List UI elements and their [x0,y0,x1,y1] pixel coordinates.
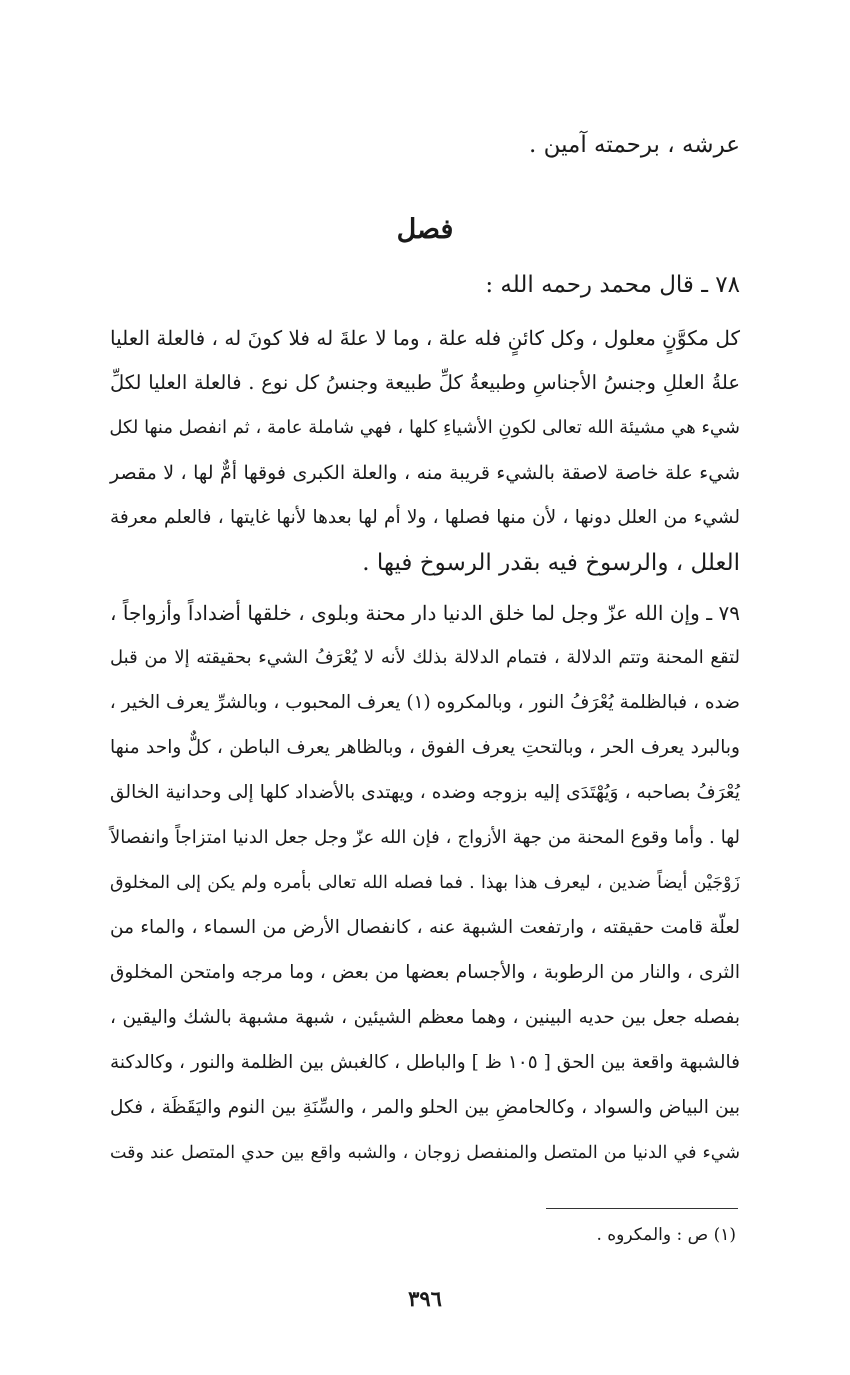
paragraph-79-line: يُعْرَفُ بصاحبه ، وَيُهْتَدَى إليه بزوجه وضده ، ويهتدى بالأضداد كلها إلى وحدانية الخالق [110,782,740,803]
paragraph-79-line: لها . وأما وقوع المحنة من جهة الأزواج ، فإن الله عزّ وجل جعل الدنيا امتزاجاً وانفصالاً [110,827,740,848]
paragraph-78-line: علةُ العللِ وجنسُ الأجناسِ وطبيعةُ كلِّ طبيعة وجنسُ كل نوع . فالعلة العليا لكلِّ [110,371,740,394]
paragraph-78-line: كل مكوَّنٍ معلول ، وكل كائنٍ فله علة ، وما لا علةَ له فلا كونَ له ، فالعلة العليا [110,326,740,350]
paragraph-79-line: ضده ، فبالظلمة يُعْرَفُ النور ، وبالمكروه (١) يعرف المحبوب ، وبالشرِّ يعرف الخير ، [109,692,740,713]
paragraph-78-line: شيء هي مشيئة الله تعالى لكونِ الأشياءِ كلها ، فهي شاملة عامة ، ثم انفصل منها لكل [109,417,740,438]
continuation-line: عرشه ، برحمته آمين . [528,132,740,158]
page-number: ٣٩٦ [408,1286,442,1311]
paragraph-78-intro: ٧٨ ـ قال محمد رحمه الله : [485,272,740,298]
paragraph-79-line: لعلّة قامت حقيقته ، وارتفعت الشبهة عنه ، كانفصال الأرض من السماء ، والماء من [110,917,740,938]
footnote-separator [546,1208,738,1209]
section-heading: فصل [396,214,454,245]
paragraph-78-line: شيء علة خاصة لاصقة بالشيء قريبة منه ، والعلة الكبرى فوقها أمٌّ لها ، لا مقصر [110,462,740,484]
footnote: (١) ص : والمكروه . [596,1225,736,1245]
paragraph-79-line: فالشبهة واقعة بين الحق [ ١٠٥ ظ ] والباطل ، كالغبش بين الظلمة والنور ، وكالدكنة [110,1052,740,1073]
paragraph-78-line: لشيء من العلل دونها ، لأن منها فصلها ، ولا أم لها بعدها لأنها غايتها ، فالعلم معرفة [110,507,740,528]
paragraph-79-line: شيء في الدنيا من المتصل والمنفصل زوجان ، والشبه واقع بين حدي المتصل عند وقت [110,1143,740,1163]
paragraph-79-line: بفصله جعل بين حديه البينين ، وهما معظم الشيئين ، شبهة مشبهة بالشك واليقين ، [110,1007,740,1028]
paragraph-79-line: زَوْجَيْن أيضاً ضدين ، ليعرف هذا بهذا . فما فصله الله تعالى بأمره ولم يكن إلى المخلوق [110,873,740,893]
paragraph-79-line: ٧٩ ـ وإن الله عزّ وجل لما خلق الدنيا دار محنة وبلوى ، خلقها أضداداً وأزواجاً ، [110,601,740,625]
paragraph-79-line: لتقع المحنة وتتم الدلالة ، فتمام الدلالة بذلك لأنه لا يُعْرَفُ الشيء بحقيقته إلا من قبل [110,647,740,668]
paragraph-79-line: وبالبرد يعرف الحر ، وبالتحتِ يعرف الفوق ، وبالظاهر يعرف الباطن ، كلٌّ واحد منها [110,737,740,758]
paragraph-78-line: العلل ، والرسوخ فيه بقدر الرسوخ فيها . [362,550,740,576]
paragraph-79-line: الثرى ، والنار من الرطوبة ، والأجسام بعضها من بعض ، وما مرجه وامتحن المخلوق [110,962,740,983]
paragraph-79-line: بين البياض والسواد ، وكالحامضِ بين الحلو والمر ، والسِّنَةِ بين النوم واليَقَظَة ، فكل [110,1097,740,1118]
